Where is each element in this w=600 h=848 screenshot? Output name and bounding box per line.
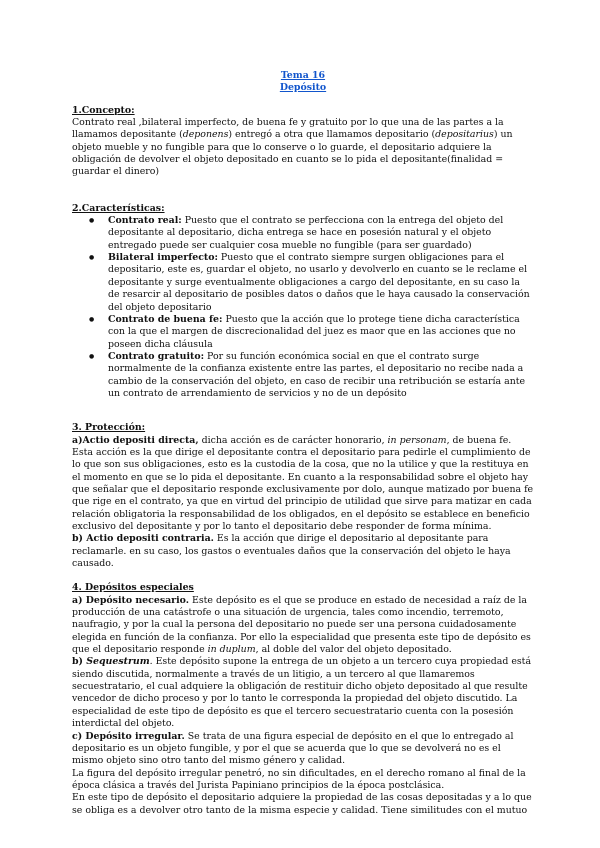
papiniano-paragraph: La figura del depósito irregular penetró, no sin dificultades, en el derecho romano al final de la época clásica a través del Jurista Papiniano principios de la época postclásica.: [72, 767, 526, 791]
actio-directa-paragraph: a)Actio depositi directa, dicha acción es de carácter honorario, in personam, de buena fe.: [72, 434, 512, 446]
mutuo-paragraph: En este tipo de depósito el depositario adquiere la propiedad de las cosas depositadas y a lo que se obliga es a devolver otro tanto de la misma especie y calidad. Tiene similitudes con el mutuo: [72, 792, 532, 816]
list-item: ● Contrato real: Puesto que el contrato se perfecciona con la entrega del objeto del depositante al depositario, dicha entrega se hace en posesión natural y el objeto entregado puede ser cualquier cosa mueble no fungible (para ser guardado): [108, 215, 534, 252]
characteristics-heading: 2.Características:: [72, 202, 165, 214]
protection-heading: 3. Protección:: [72, 422, 146, 434]
deposito-irregular-paragraph: c) Depósito irregular. Se trata de una figura especial de depósito en el que lo entregado al depositario es un objeto fungible, y por el que se acuerda que lo que se devolverá no es el mismo objeto sino otro tanto del mismo género y calidad.: [72, 730, 514, 767]
title-link[interactable]: Tema 16: [280, 70, 326, 81]
deposito-necesario-paragraph: a) Depósito necesario. Este depósito es el que se produce en estado de necesidad a raíz de la producción de una catástrofe o una situación de urgencia, tales como incendio, terremoto, naufragio, y por la cual la persona del depositario no puede ser una persona cuidadosamente elegida en función de la confianza. Por ello la especialidad que presenta este tipo de depósito es que el depositario responde in duplum, al doble del valor del objeto depositado.: [72, 594, 531, 656]
actio-contraria-paragraph: b) Actio depositi contraria. Es la acción que dirige el depositario al depositante para reclamarle. en su caso, los gastos o eventuales daños que la conservación del objeto le haya causado.: [72, 533, 511, 570]
subtitle-link[interactable]: Depósito: [279, 82, 327, 94]
list-item: ● Bilateral imperfecto: Puesto que el contrato siempre surgen obligaciones para el depositario, este es, guardar el objeto, no usarlo y devolverlo en cuanto se le reclame el depositante y surge eventualmente obligaciones a cargo del depositante, en su caso la de resarcir al depositario de posibles datos o daños que le haya causado la conservación del objeto depositario: [108, 252, 534, 314]
list-item: ● Contrato gratuito: Por su función económica social en que el contrato surge normalmente de la confianza existente entre las partes, el depositario no recibe nada a cambio de la conservación del objeto, en caso de recibir una retribución se estaría ante un contrato de arrendamiento de servicios y no de un depósito: [108, 351, 534, 400]
concept-paragraph: Contrato real ,bilateral imperfecto, de buena fe y gratuito por lo que una de las partes a la llamamos depositante (deponens) entregó a otra que llamamos depositario (depositarius) un objeto mueble y no fungible para que lo conserve o lo guarde, el depositario adquiere la obligación de devolver el objeto depositado en cuanto se lo pida el depositante(finalidad = guardar el dinero): [72, 117, 513, 178]
characteristics-list: [72, 215, 534, 400]
special-deposits-heading: 4. Depósitos especiales: [72, 582, 194, 594]
sequestrum-paragraph: b) Sequestrum. Este depósito supone la entrega de un objeto a un tercero cuya propiedad está siendo discutida, normalmente a través de un litigio, a un tercero al que llamaremos secuestratario, el cual adquiere la obligación de restituir dicho objeto depositado al que resulte vencedor de dicho proceso y por lo tanto le corresponda la propiedad del objeto discutido. La especialidad de este tipo de depósito es que el tercero secuestratario cuenta con la posesión interdictal del objeto.: [72, 656, 532, 730]
document-header: [72, 70, 534, 95]
concept-heading: 1.Concepto:: [72, 104, 135, 116]
document-page: [72, 70, 534, 817]
list-item: ● Contrato de buena fe: Puesto que la acción que lo protege tiene dicha característica con la que el margen de discrecionalidad del juez es maor que en las acciones que no poseen dicha cláusula: [108, 314, 534, 351]
protection-paragraph: Esta acción es la que dirige el depositante contra el depositario para pedirle el cumplimiento de lo que son sus obligaciones, esto es la custodia de la cosa, que no la utilice y que la restituya en el momento en que se lo pida el depositante. En cuanto a la responsabilidad sobre el objeto hay que señalar que el depositario responde exclusivamente por dolo, aunque matizado por buena fe que rige en el contrato, ya que en virtud del principio de utilidad que sirve para matizar en cada relación obligatoria la responsabilidad de los obligados, en el depósito se establece en beneficio exclusivo del depositante y por lo tanto el depositario debe responder de forma mínima.: [72, 446, 534, 532]
